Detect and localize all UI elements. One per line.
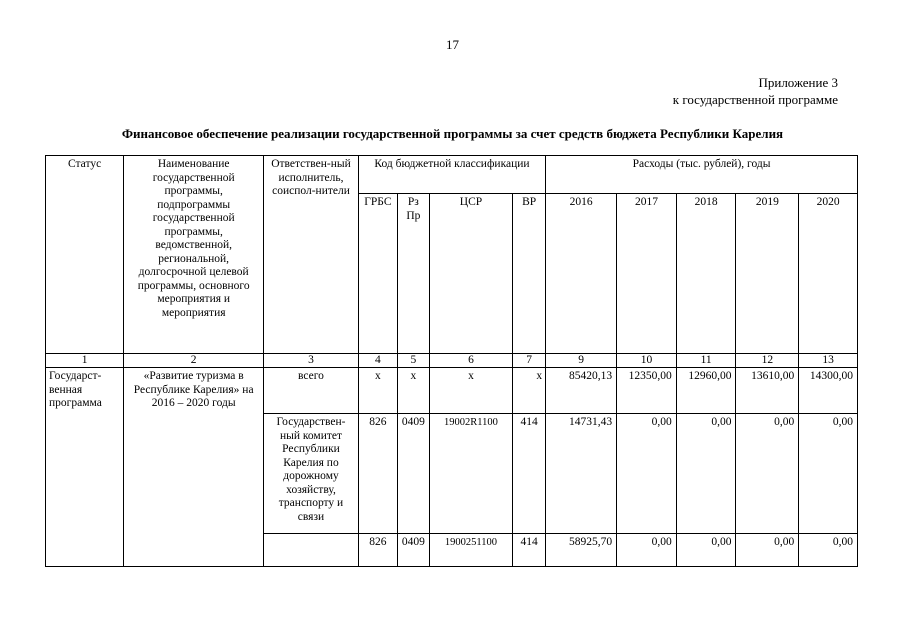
value-2018: 0,00 (676, 414, 736, 534)
value-2018: 12960,00 (676, 368, 736, 414)
rz-pr-cell: х (397, 368, 429, 414)
table-row-total (46, 368, 858, 414)
value-2019: 0,00 (736, 414, 799, 534)
header-rz-pr: Рз Пр (397, 194, 429, 354)
grbs-cell: х (358, 368, 397, 414)
header-status: Статус (46, 156, 124, 354)
responsible-cell: всего (264, 368, 359, 414)
value-2016: 58925,70 (546, 534, 617, 567)
value-2020: 0,00 (799, 534, 858, 567)
appendix-note (673, 74, 838, 108)
header-expenses: Расходы (тыс. рублей), годы (546, 156, 858, 194)
header-year-2016: 2016 (546, 194, 617, 354)
header-grbs: ГРБС (358, 194, 397, 354)
value-2019: 0,00 (736, 534, 799, 567)
column-number: 9 (546, 354, 617, 368)
grbs-cell: 826 (358, 414, 397, 534)
vr-cell: х (513, 368, 546, 414)
value-2017: 0,00 (617, 534, 677, 567)
column-number: 1 (46, 354, 124, 368)
column-number: 5 (397, 354, 429, 368)
page-number: 17 (446, 37, 459, 52)
column-number-row (46, 354, 858, 368)
column-number: 11 (676, 354, 736, 368)
column-number: 4 (358, 354, 397, 368)
value-2016: 85420,13 (546, 368, 617, 414)
appendix-line-2: к государственной программе (672, 92, 838, 107)
column-number: 3 (264, 354, 359, 368)
vr-cell: 414 (513, 534, 546, 567)
rz-pr-cell: 0409 (397, 534, 429, 567)
header-year-2018: 2018 (676, 194, 736, 354)
rz-pr-cell: 0409 (397, 414, 429, 534)
appendix-line-1: Приложение 3 (758, 75, 838, 90)
header-year-2017: 2017 (617, 194, 677, 354)
responsible-cell (264, 534, 359, 567)
header-year-2019: 2019 (736, 194, 799, 354)
header-name: Наименование государственной программы, подпрограммы государственной программы, ведомственной, региональной, долгосрочной целевой программы, основного мероприятия и мероприятия (124, 156, 264, 354)
value-2018: 0,00 (676, 534, 736, 567)
grbs-cell: 826 (358, 534, 397, 567)
value-2020: 14300,00 (799, 368, 858, 414)
value-2020: 0,00 (799, 414, 858, 534)
value-2016: 14731,43 (546, 414, 617, 534)
value-2017: 12350,00 (617, 368, 677, 414)
csr-cell: 1900251100 (429, 534, 512, 567)
header-responsible: Ответствен-ный исполнитель, соиспол-нители (264, 156, 359, 354)
status-cell: Государст-венная программа (46, 368, 124, 567)
program-name-cell: «Развитие туризма в Республике Карелия» на 2016 – 2020 годы (124, 368, 264, 567)
value-2019: 13610,00 (736, 368, 799, 414)
csr-cell: х (429, 368, 512, 414)
vr-cell: 414 (513, 414, 546, 534)
column-number: 13 (799, 354, 858, 368)
column-number: 6 (429, 354, 512, 368)
header-budget-code: Код бюджетной классификации (358, 156, 545, 194)
column-number: 2 (124, 354, 264, 368)
responsible-cell: Государствен-ный комитет Республики Карелия по дорожному хозяйству, транспорту и связи (264, 414, 359, 534)
header-year-2020: 2020 (799, 194, 858, 354)
column-number: 7 (513, 354, 546, 368)
financing-table (45, 155, 858, 567)
header-vr: ВР (513, 194, 546, 354)
column-number: 10 (617, 354, 677, 368)
csr-cell: 19002R1100 (429, 414, 512, 534)
document-title: Финансовое обеспечение реализации государственной программы за счет средств бюджета Республики Карелия (121, 126, 784, 141)
header-csr: ЦСР (429, 194, 512, 354)
column-number: 12 (736, 354, 799, 368)
value-2017: 0,00 (617, 414, 677, 534)
